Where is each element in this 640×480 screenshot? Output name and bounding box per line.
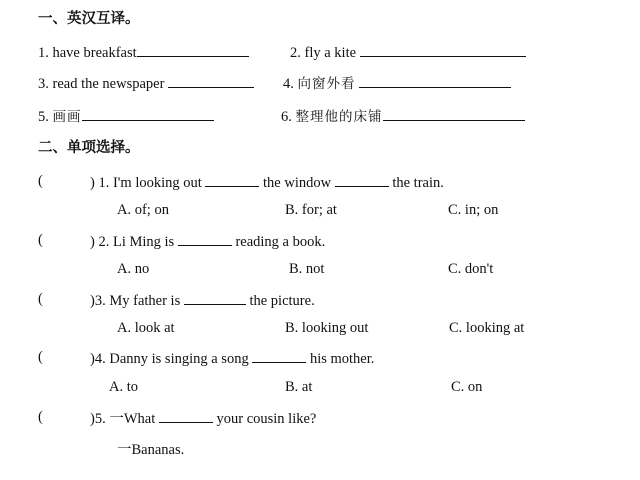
q4-option-c[interactable]: C. on	[451, 379, 483, 395]
s1-item-6	[281, 106, 525, 126]
s1-item-3	[38, 73, 254, 93]
q2-blank-1[interactable]	[178, 231, 232, 246]
s1-item-3-num: 3.	[38, 76, 49, 92]
s1-item-1-blank[interactable]	[137, 42, 249, 57]
s1-item-2-blank[interactable]	[360, 42, 526, 57]
q1-option-a[interactable]: A. of; on	[117, 202, 169, 218]
q3-paren-open: (	[38, 291, 43, 307]
q4-stem	[90, 348, 374, 368]
q5-blank-1[interactable]	[159, 408, 213, 423]
q5-stem	[90, 408, 316, 428]
q5-num: 5.	[94, 411, 106, 427]
q1-option-c[interactable]: C. in; on	[448, 202, 499, 218]
s1-item-5	[38, 106, 214, 126]
q1-part-2: the window	[263, 175, 332, 191]
q3-option-c[interactable]: C. looking at	[449, 320, 525, 336]
q5-part-2: your cousin like?	[216, 411, 317, 427]
q3-paren-close: )	[90, 293, 95, 309]
q1-option-b[interactable]: B. for; at	[285, 202, 337, 218]
q4-option-b[interactable]: B. at	[285, 379, 313, 395]
q1-part-1: I'm looking out	[112, 175, 202, 191]
q4-paren-open: (	[38, 349, 43, 365]
q2-paren-close: )	[90, 234, 95, 250]
section2-title: 二、单项选择。	[38, 140, 140, 156]
q3-blank-1[interactable]	[184, 290, 246, 305]
q2-num: 2.	[98, 234, 110, 250]
q1-stem	[90, 172, 444, 192]
q2-option-c[interactable]: C. don't	[448, 261, 494, 277]
q1-num: 1.	[98, 175, 110, 191]
q3-stem	[90, 290, 315, 310]
q1-part-3: the train.	[392, 175, 444, 191]
s1-item-1-num: 1.	[38, 45, 49, 61]
q4-paren-close: )	[90, 351, 95, 367]
s1-item-6-num: 6.	[281, 109, 292, 125]
q4-part-2: his mother.	[309, 351, 375, 367]
q5-answer-line: 一Bananas.	[117, 442, 185, 458]
s1-item-1-text: have breakfast	[52, 45, 137, 61]
s1-item-5-blank[interactable]	[82, 106, 214, 121]
q2-paren-open: (	[38, 232, 43, 248]
q5-part-1: 一What	[109, 411, 156, 427]
s1-item-3-blank[interactable]	[168, 73, 254, 88]
s1-item-5-text: 画画	[52, 109, 82, 125]
q4-option-a[interactable]: A. to	[109, 379, 138, 395]
q4-num: 4.	[94, 351, 106, 367]
q3-option-a[interactable]: A. look at	[117, 320, 175, 336]
q1-blank-1[interactable]	[205, 172, 259, 187]
q2-part-1: Li Ming is	[112, 234, 175, 250]
q1-paren-open: (	[38, 173, 43, 189]
q3-option-b[interactable]: B. looking out	[285, 320, 369, 336]
q2-stem	[90, 231, 325, 251]
s1-item-3-text: read the newspaper	[52, 76, 165, 92]
s1-item-6-blank[interactable]	[383, 106, 525, 121]
q1-paren-close: )	[90, 175, 95, 191]
s1-item-2-num: 2.	[290, 45, 301, 61]
q1-blank-2[interactable]	[335, 172, 389, 187]
q3-part-2: the picture.	[249, 293, 315, 309]
section1-title: 一、英汉互译。	[38, 11, 140, 27]
q4-part-1: Danny is singing a song	[109, 351, 249, 367]
s1-item-1	[38, 42, 249, 62]
s1-item-4-blank[interactable]	[359, 73, 511, 88]
s1-item-2-text: fly a kite	[304, 45, 357, 61]
s1-item-4	[283, 73, 511, 93]
q2-option-a[interactable]: A. no	[117, 261, 150, 277]
q3-part-1: My father is	[109, 293, 181, 309]
q2-option-b[interactable]: B. not	[289, 261, 325, 277]
s1-item-5-num: 5.	[38, 109, 49, 125]
q5-paren-open: (	[38, 409, 43, 425]
q3-num: 3.	[94, 293, 106, 309]
q5-paren-close: )	[90, 411, 95, 427]
q2-part-2: reading a book.	[235, 234, 326, 250]
s1-item-6-text: 整理他的床铺	[295, 109, 383, 125]
s1-item-4-num: 4.	[283, 76, 294, 92]
s1-item-4-text: 向窗外看	[297, 76, 356, 92]
s1-item-2	[290, 42, 526, 62]
q4-blank-1[interactable]	[252, 348, 306, 363]
